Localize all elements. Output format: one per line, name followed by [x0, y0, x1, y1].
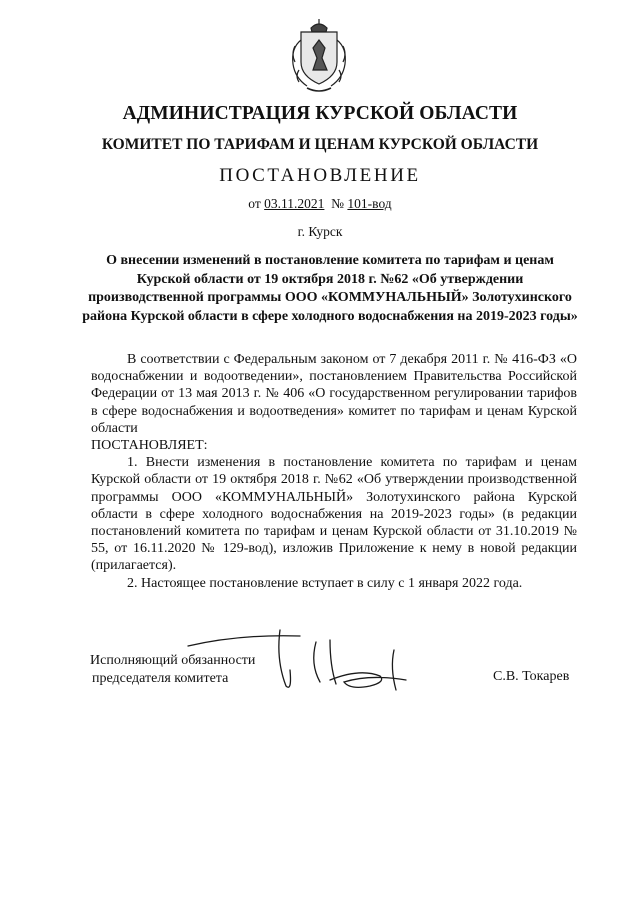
document-number: 101-вод	[347, 196, 392, 211]
item-2-paragraph: 2. Настоящее постановление вступает в силу с 1 января 2022 года.	[127, 575, 523, 591]
administration-title: АДМИНИСТРАЦИЯ КУРСКОЙ ОБЛАСТИ	[122, 103, 518, 124]
date-prefix: от	[248, 196, 261, 211]
signer-name: С.В. Токарев	[493, 669, 570, 684]
document-date: 03.11.2021	[264, 196, 325, 211]
document-type: ПОСТАНОВЛЕНИЕ	[219, 165, 421, 186]
resolves-word: ПОСТАНОВЛЯЕТ:	[91, 438, 208, 454]
position-line-2: председателя комитета	[92, 671, 229, 686]
position-line-1: Исполняющий обязанности	[90, 653, 256, 668]
document-body	[91, 351, 577, 592]
number-prefix: №	[331, 196, 345, 211]
coat-of-arms-icon	[289, 18, 349, 94]
document-title: О внесении изменений в постановление комитета по тарифам и ценам Курской области от 19 октября 2018 г. №62 «Об утверждении производственной программы ООО «КОММУНАЛЬНЫЙ» Золотухинского района Курской области в сфере холодного водоснабжения на 2019-2023 годы»	[82, 253, 578, 325]
date-number-line	[0, 196, 640, 212]
city: г. Курск	[297, 224, 343, 239]
handwritten-signature	[180, 620, 420, 700]
item-1-paragraph: 1. Внести изменения в постановление комитета по тарифам и ценам Курской области от 19 октября 2018 г. №62 «Об утверждении производственной программы ООО «КОММУНАЛЬНЫЙ» Золотухинского района Курской области в сфере холодного водоснабжения на 2019-2023 годы» (в редакции постановлений комитета по тарифам и ценам Курской области от 31.10.2019 № 55, от 16.11.2020 № 129-вод), изложив Приложение к нему в новой редакции (прилагается).	[91, 455, 577, 574]
preamble-paragraph: В соответствии с Федеральным законом от 7 декабря 2011 г. № 416-ФЗ «О водоснабжении и водоотведении», постановлением Правительства Российской Федерации от 13 мая 2013 г. № 406 «О государственном регулировании тарифов в сфере водоснабжения и водоотведения» комитет по тарифам и ценам Курской области	[91, 352, 577, 436]
committee-title: КОМИТЕТ ПО ТАРИФАМ И ЦЕНАМ КУРСКОЙ ОБЛАСТИ	[101, 136, 539, 153]
